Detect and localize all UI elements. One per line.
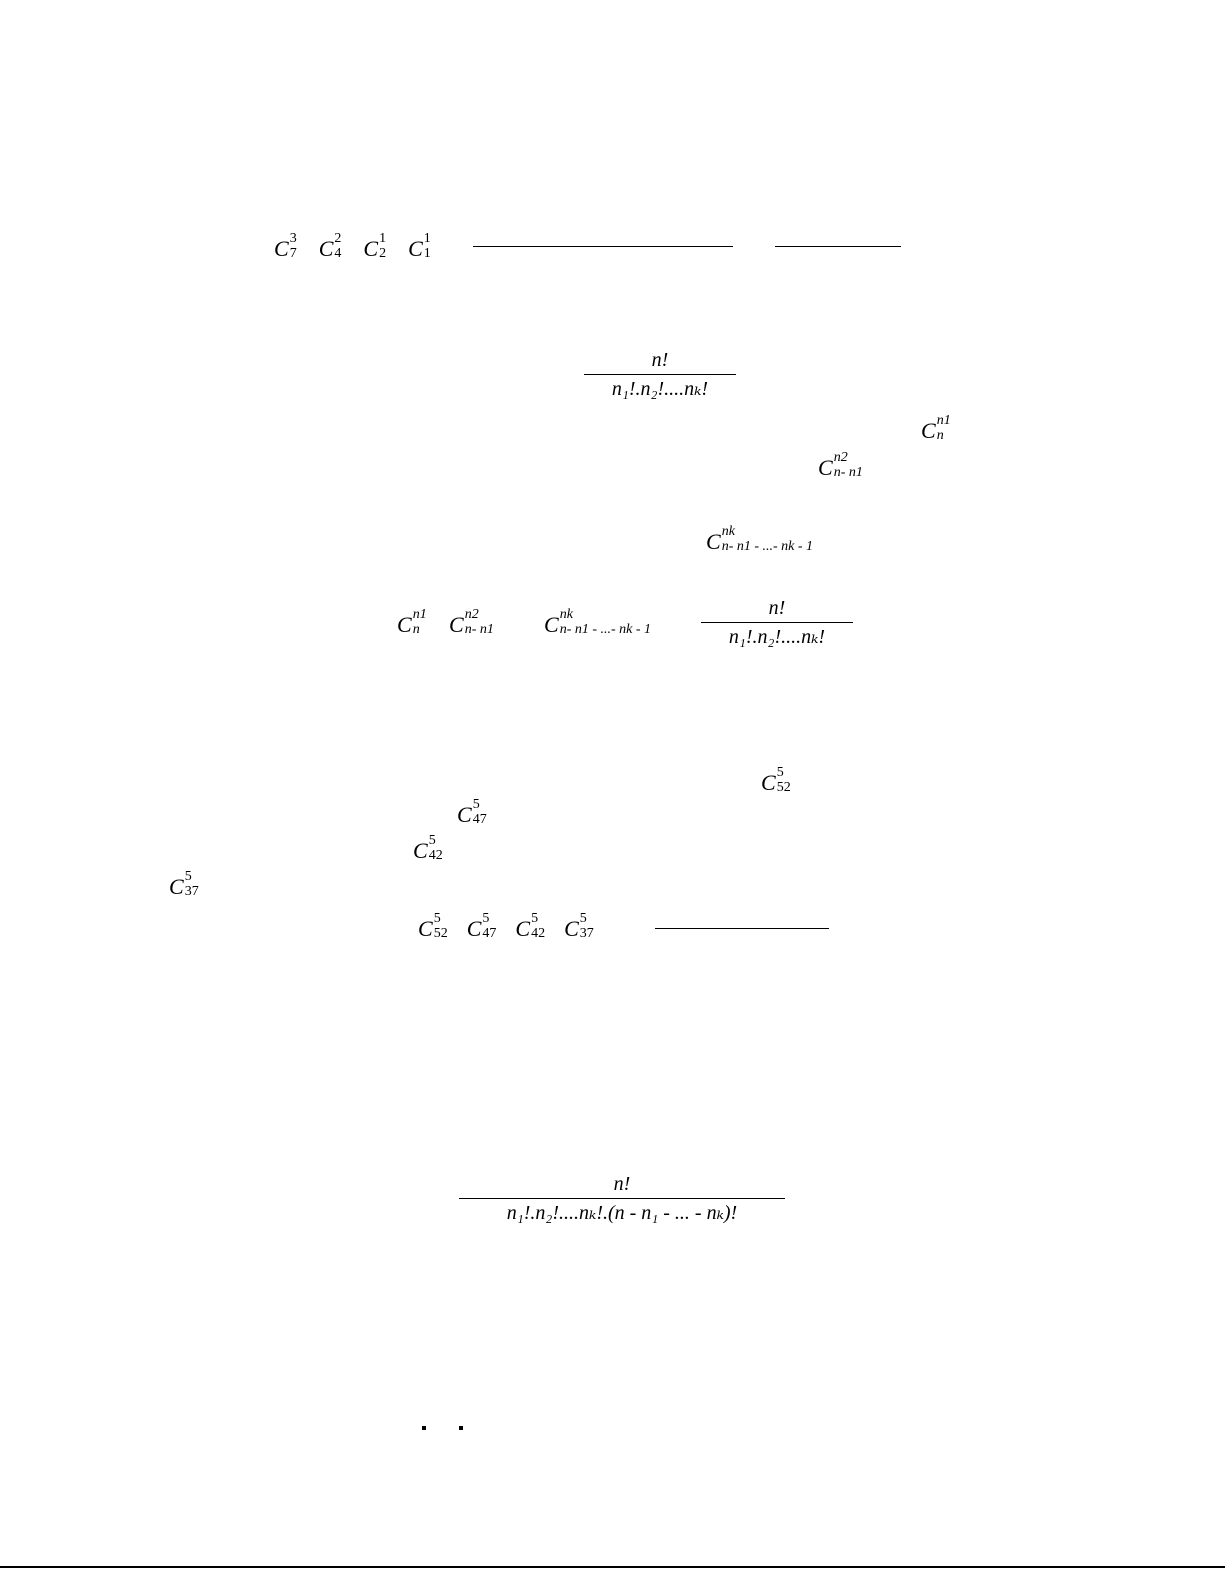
binomial-c47-5: C 5 47 (457, 797, 487, 827)
multinomial-remaining-fraction: n! n₁!.n₂!....nₖ!.(n - n₁ - ... - nₖ)! (459, 1174, 785, 1223)
binomial-c42-5: C 5 42 (413, 833, 443, 863)
product-c-step-k: C nk n- n1 - ...- nk - 1 (544, 607, 652, 637)
product-c-n-minus-n1-n2: C n2 n- n1 (449, 607, 494, 637)
multinomial-fraction: n! n₁!.n₂!....nₖ! (584, 350, 736, 399)
binomial-c4-2: C 2 4 (318, 231, 342, 261)
mark-dot-1 (422, 1426, 426, 1430)
binomial-c1-1: C 1 1 (408, 231, 431, 261)
binomial-c37-5: C 5 37 (169, 869, 199, 899)
blank-rule-2 (775, 246, 901, 247)
page-bottom-rule (0, 1566, 1225, 1568)
mark-dot-2 (459, 1426, 463, 1430)
binomial-c-n-minus-n1-n2: C n2 n- n1 (818, 450, 863, 480)
binomial-c52-5: C 5 52 (761, 765, 791, 795)
blank-rule-3 (655, 928, 829, 929)
blank-rule-1 (473, 246, 733, 247)
product-fraction: n! n₁!.n₂!....nₖ! (701, 598, 853, 647)
cards-product-row: C 5 52 C 5 47 C 5 42 C 5 37 (418, 911, 594, 941)
product-c-n-n1: C n1 n (397, 607, 427, 637)
binomial-c-step-k: C nk n- n1 - ...- nk - 1 (706, 524, 814, 554)
binomial-row-1 (274, 231, 431, 261)
binomial-c-n-n1: C n1 n (921, 413, 951, 443)
binomial-c2-1: C 1 2 (363, 231, 387, 261)
binomial-c7-3: C 3 7 (274, 231, 297, 261)
